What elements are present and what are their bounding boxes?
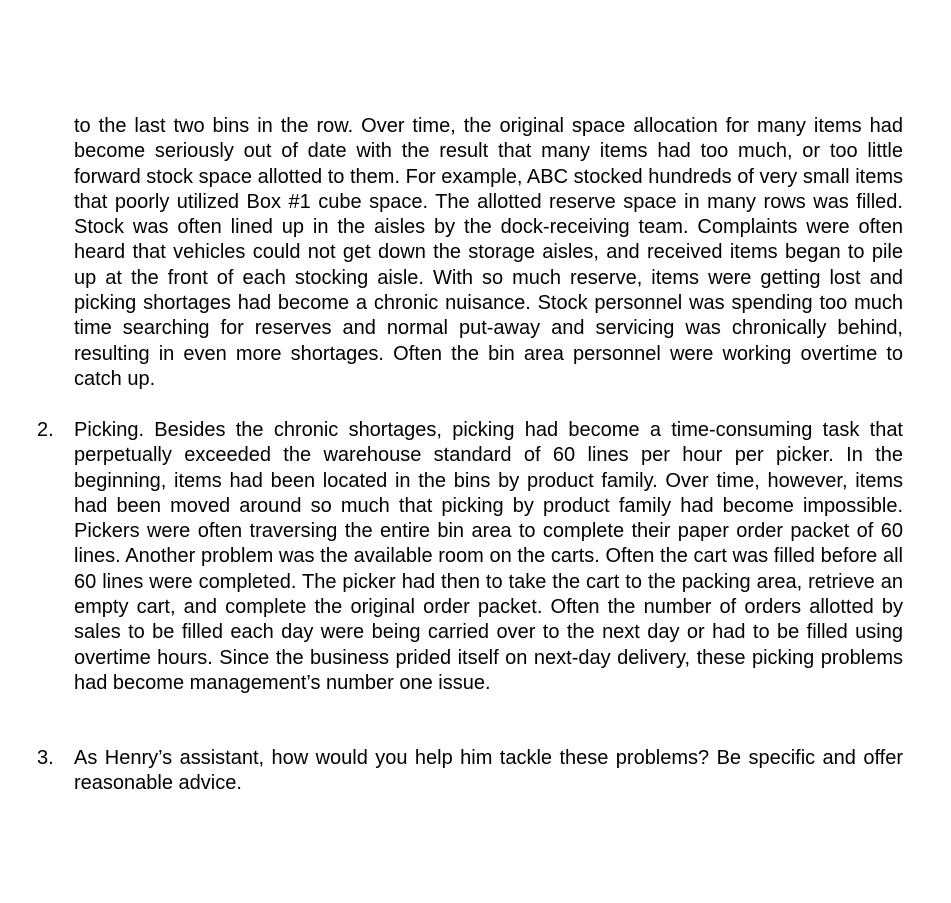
list-item-text: As Henry’s assistant, how would you help him tackle these problems? Be specific and offer reasonable advice. [74, 747, 903, 795]
list-item-number: 2. [37, 419, 54, 441]
continuation-paragraph: to the last two bins in the row. Over time, the original space allocation for many items had become seriously out of date with the result that many items had too much, or too little forward stock space allotted to them. For example, ABC stocked hundreds of very small items that poorly utilized Box #1 cube space. The allotted reserve space in many rows was filled. Stock was often lined up in the aisles by the dock-receiving team. Complaints were often heard that vehicles could not get down the storage aisles, and received items began to pile up at the front of each stocking aisle. With so much reserve, items were getting lost and picking shortages had become a chronic nuisance. Stock personnel was spending too much time searching for reserves and normal put-away and servicing was chronically behind, resulting in even more shortages. Often the bin area personnel were working overtime to catch up. [74, 115, 903, 390]
list-item-number: 3. [37, 747, 54, 769]
list-item-text: Picking. Besides the chronic shortages, picking had become a time-consuming task that perpetually exceeded the warehouse standard of 60 lines per hour per picker. In the beginning, items had been located in the bins by product family. Over time, however, items had been moved around so much that picking by product family had become impossible. Pickers were often traversing the entire bin area to complete their paper order packet of 60 lines. Another problem was the available room on the carts. Often the cart was filled before all 60 lines were completed. The picker had then to take the cart to the packing area, retrieve an empty cart, and complete the original order packet. Often the number of orders allotted by sales to be filled each day were being carried over to the next day or had to be filled using overtime hours. Since the business prided itself on next-day delivery, these picking problems had become management’s number one issue. [74, 419, 903, 694]
